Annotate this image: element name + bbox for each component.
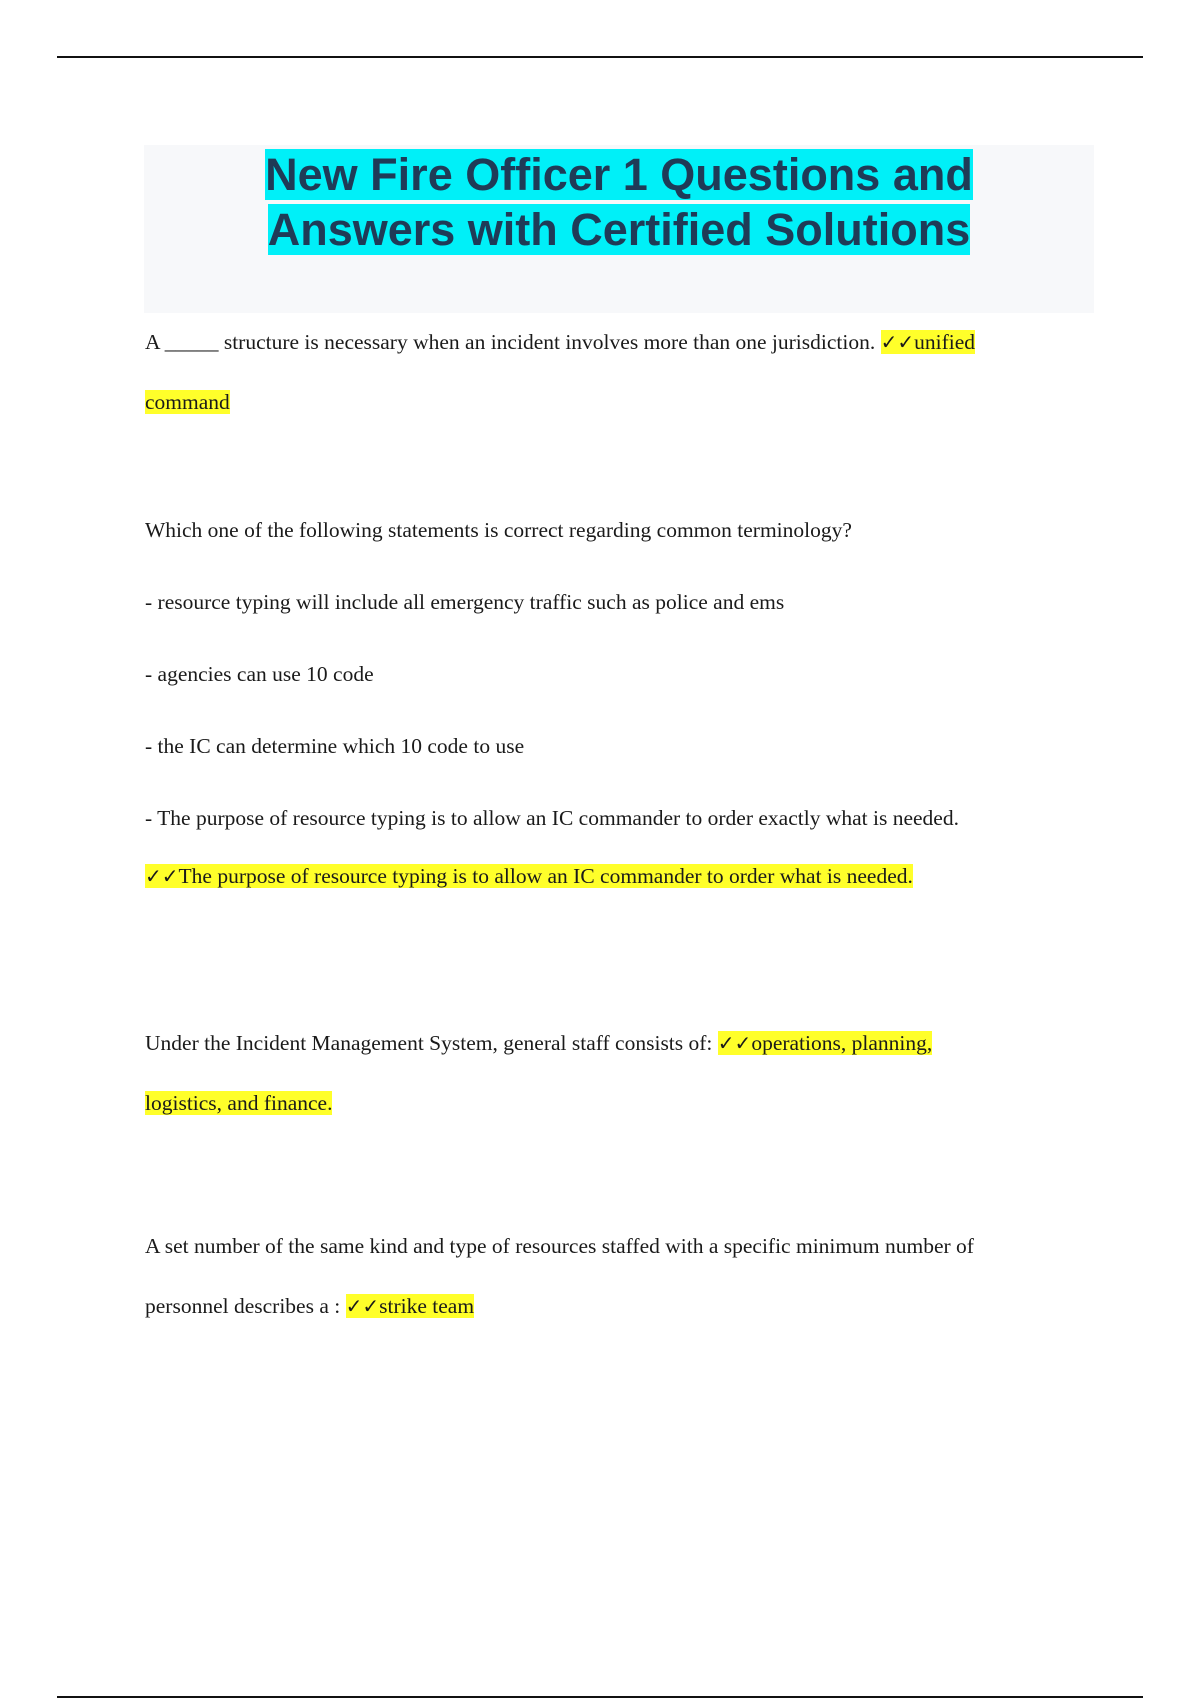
check-mark-icon: ✓✓ (880, 330, 915, 354)
question-4-text-part-1: A set number of the same kind and type of resources staffed with a specific minimum number of (145, 1234, 974, 1258)
answer-1-text-part-2: command (145, 390, 230, 414)
check-mark-icon: ✓✓ (345, 1294, 380, 1318)
question-2-option-1: - resource typing will include all emergency traffic such as police and ems (145, 590, 785, 614)
question-1-line-2 (145, 372, 1090, 432)
question-2-text: Which one of the following statements is correct regarding common terminology? (145, 518, 852, 542)
question-block-4 (145, 1216, 1090, 1336)
answer-3-text-part-1: operations, planning, (751, 1031, 933, 1055)
question-block-3 (145, 1013, 1090, 1133)
question-1-line-1 (145, 312, 1090, 372)
answer-4-highlight (346, 1294, 474, 1318)
question-3-line-2 (145, 1073, 1090, 1133)
title-banner (144, 145, 1094, 313)
check-mark-icon: ✓✓ (717, 1031, 752, 1055)
header-rule (57, 56, 1143, 58)
answer-3-highlight (718, 1031, 932, 1055)
answer-4-text: strike team (379, 1294, 475, 1318)
answer-1-highlight (881, 330, 975, 354)
document-title-line-1: New Fire Officer 1 Questions and (265, 149, 973, 200)
question-4-text-part-2: personnel describes a : (145, 1294, 341, 1318)
question-block-2 (145, 515, 1090, 933)
question-1-text: A _____ structure is necessary when an incident involves more than one jurisdiction. (145, 330, 876, 354)
answer-2-text: The purpose of resource typing is to allow an IC commander to order what is needed. (178, 864, 913, 888)
answer-2-highlight (145, 864, 913, 888)
question-4-line-2 (145, 1276, 1090, 1336)
answer-1-text-part-1: unified (914, 330, 976, 354)
question-2-option-2: - agencies can use 10 code (145, 662, 374, 686)
answer-3-text-part-2: logistics, and finance. (145, 1091, 333, 1115)
question-3-line-1 (145, 1013, 1090, 1073)
question-block-1 (145, 312, 1090, 432)
document-title-line-2: Answers with Certified Solutions (267, 204, 971, 255)
footer-rule (57, 1696, 1143, 1698)
answer-2-line (145, 861, 1090, 891)
check-mark-icon: ✓✓ (145, 864, 179, 888)
question-2-option-4: - The purpose of resource typing is to allow an IC commander to order exactly what is needed. (145, 806, 959, 830)
question-3-text: Under the Incident Management System, general staff consists of: (145, 1031, 713, 1055)
question-2-option-3: - the IC can determine which 10 code to use (145, 734, 525, 758)
